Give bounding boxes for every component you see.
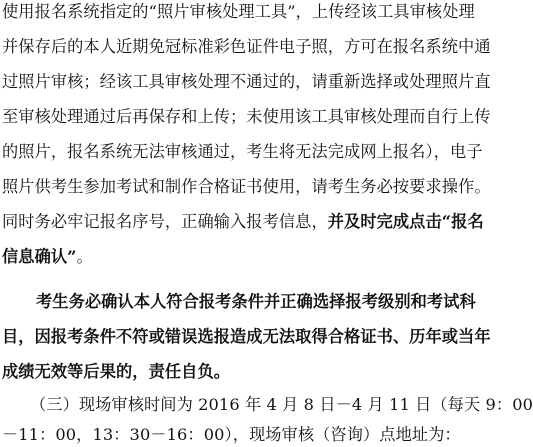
paragraph1-line2: 并保存后的本人近期免冠标准彩色证件电子照，方可在报名系统中通 [2,37,491,56]
paragraph1-line8 [2,247,93,267]
paragraph1-line7-text: 同时务必牢记报名序号，正确输入报考信息， [2,212,328,231]
paragraph3-line2: －11：00，13：30－16：00），现场审核（咨询）点地址为： [2,425,461,444]
paragraph1-line5: 的照片，报名系统无法审核通过，考生将无法完成网上报名），电子 [2,142,483,161]
paragraph2-line3: 成绩无效等后果的，责任自负。 [2,362,231,381]
paragraph1-line7-bold-text: 并及时完成点击“报名 [327,212,484,231]
paragraph1-line8-end: 。 [76,247,93,266]
paragraph1-line3: 过照片审核；经该工具审核处理不通过的，请重新选择或处理照片直 [2,72,491,91]
paragraph1-line4: 至审核处理通过后再保存和上传；未使用该工具审核处理而自行上传 [2,107,491,126]
paragraph2-line2: 目，因报考条件不符或错误选报造成无法取得合格证书、历年或当年 [2,327,491,346]
paragraph1-line7 [2,212,484,232]
paragraph1-line8-bold-text: 信息确认” [2,247,77,266]
paragraph1-line1: 使用报名系统指定的“照片审核处理工具”，上传经该工具审核处理 [2,2,475,21]
paragraph1-line6: 照片供考生参加考试和制作合格证书使用，请考生务必按要求操作。 [2,177,491,196]
paragraph3-line1: （三）现场审核时间为 2016 年 4 月 8 日－4 月 11 日（每天 9：00 [30,395,533,414]
paragraph2-line1: 考生务必确认本人符合报考条件并正确选择报考级别和考试科 [36,292,476,311]
